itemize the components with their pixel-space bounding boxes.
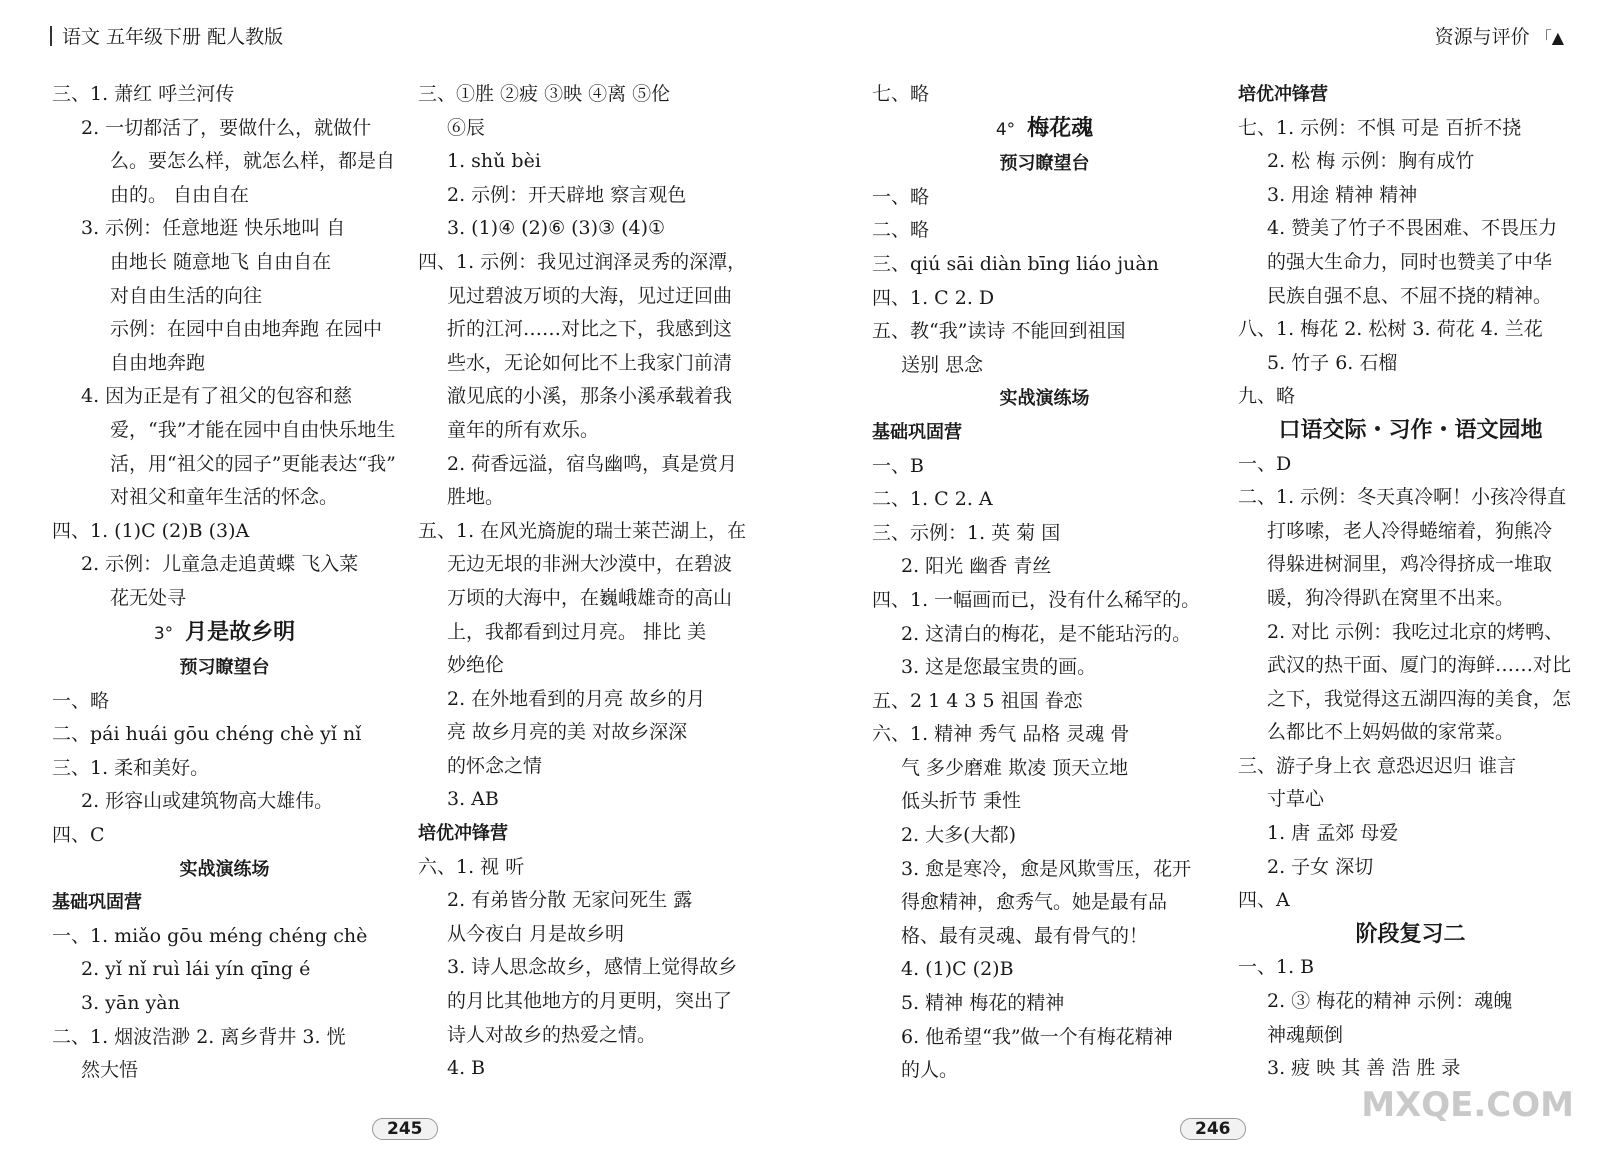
- page-header-left: [50, 22, 283, 49]
- answer-line: 二、pái huái gōu chéng chè yǐ nǐ: [52, 723, 362, 746]
- subsection-heading: 基础巩固营: [52, 892, 142, 914]
- answer-line: 的人。: [901, 1059, 959, 1082]
- answer-line: 送别 思念: [901, 353, 984, 376]
- answer-line: 二、1. C 2. A: [872, 488, 993, 511]
- answer-line: 由的。 自由自在: [110, 183, 250, 206]
- answer-line: 2. 有弟皆分散 无家问死生 露: [447, 889, 693, 912]
- subsection-heading: 基础巩固营: [872, 421, 962, 443]
- answer-line: 3. 疲 映 其 善 浩 胜 录: [1267, 1057, 1461, 1080]
- answer-line: 无边无垠的非洲大沙漠中，在碧波: [447, 553, 733, 576]
- answer-line: 寸草心: [1267, 788, 1325, 811]
- answer-line: 从今夜白 月是故乡明: [447, 922, 625, 945]
- answer-line: 2. 对比 示例：我吃过北京的烤鸭、: [1267, 620, 1564, 643]
- answer-line: 一、D: [1238, 452, 1292, 475]
- answer-line: 亮 故乡月亮的美 对故乡深深: [447, 721, 688, 744]
- answer-line: 上，我都看到过月亮。 排比 美: [447, 620, 707, 643]
- answer-line: 5. 精神 梅花的精神: [901, 992, 1065, 1015]
- answer-line: 2. ③ 梅花的精神 示例：魂魄: [1267, 990, 1513, 1013]
- answer-line: 2. 子女 深切: [1267, 855, 1374, 878]
- answer-column-1: [52, 78, 397, 1088]
- lesson-number: 3°: [153, 623, 174, 644]
- answer-line: 诗人对故乡的热爱之情。: [447, 1023, 657, 1046]
- answer-line: 折的江河……对比之下，我感到这: [447, 318, 733, 341]
- answer-line: 对祖父和童年生活的怀念。: [110, 486, 339, 509]
- answer-line: 1. 唐 孟郊 母爱: [1267, 822, 1399, 845]
- answer-line: 气 多少磨难 欺凌 顶天立地: [901, 756, 1129, 779]
- answer-column-3: [872, 78, 1217, 1088]
- answer-line: 四、1. 示例：我见过润泽灵秀的深潭，: [418, 250, 747, 273]
- answer-line: 五、1. 在风光旖旎的瑞士莱芒湖上，在: [418, 519, 747, 542]
- lesson-number: 4°: [995, 119, 1016, 140]
- answer-line: 打哆嗦，老人冷得蜷缩着，狗熊冷: [1267, 519, 1553, 542]
- answer-line: 自由地奔跑: [110, 351, 206, 374]
- answer-line: 3. 诗人思念故乡，感情上觉得故乡: [447, 956, 738, 979]
- answer-line: 2. 大多(大都): [901, 824, 1016, 847]
- answer-column-4: [1238, 78, 1583, 1086]
- answer-line: 四、A: [1238, 889, 1290, 912]
- lesson-title-text: 口语交际・习作・语文园地: [1278, 417, 1543, 443]
- answer-line: 二、略: [872, 219, 930, 242]
- answer-line: 3. AB: [447, 788, 499, 811]
- answer-line: 四、1. C 2. D: [872, 286, 995, 309]
- answer-line: 武汉的热干面、厦门的海鲜……对比: [1267, 654, 1572, 677]
- answer-line: 低头折节 秉性: [901, 790, 1022, 813]
- answer-line: 得愈精神，愈秀气。她是最有品: [901, 891, 1168, 914]
- answer-line: ⑥辰: [447, 116, 486, 139]
- answer-line: 得躲进树洞里，鸡冷得挤成一堆取: [1267, 553, 1553, 576]
- answer-line: 2. yǐ nǐ ruì lái yín qīng é: [81, 958, 311, 981]
- answer-line: 些水，无论如何比不上我家门前清: [447, 351, 733, 374]
- answer-line: 然大悟: [81, 1059, 139, 1082]
- answer-line: 2. 这清白的梅花，是不能玷污的。: [901, 622, 1192, 645]
- series-title: 资源与评价: [1434, 26, 1530, 48]
- answer-line: 四、1. 一幅画而已，没有什么稀罕的。: [872, 588, 1201, 611]
- page-number-right: 246: [1180, 1118, 1246, 1140]
- answer-line: 八、1. 梅花 2. 松树 3. 荷花 4. 兰花: [1238, 318, 1543, 341]
- answer-line: 3. 用途 精神 精神: [1267, 183, 1418, 206]
- answer-line: 3. 愈是寒冷，愈是风欺雪压，花开: [901, 857, 1192, 880]
- answer-line: 一、略: [872, 185, 930, 208]
- answer-line: 2. 一切都活了，要做什么，就做什: [81, 116, 372, 139]
- answer-line: 三、1. 萧红 呼兰河传: [52, 83, 235, 105]
- answer-line: 对自由生活的向往: [110, 284, 263, 307]
- section-heading: 实战演练场: [179, 858, 270, 880]
- answer-line: 么。要怎么样，就怎么样，都是自: [110, 150, 396, 173]
- lesson-title-text: 月是故乡明: [185, 619, 296, 645]
- watermark: MXQE.COM: [1361, 1085, 1574, 1125]
- answer-line: 九、略: [1238, 385, 1296, 408]
- answer-line: 爱，“我”才能在园中自由快乐地生: [110, 418, 396, 441]
- answer-line: 4. (1)C (2)B: [901, 958, 1014, 981]
- answer-line: 见过碧波万顷的大海，见过迂回曲: [447, 284, 733, 307]
- answer-line: 四、1. (1)C (2)B (3)A: [52, 519, 250, 542]
- answer-line: 三、游子身上衣 意恐迟迟归 谁言: [1238, 754, 1517, 777]
- page-number-left: 245: [372, 1118, 438, 1140]
- answer-line: 四、C: [52, 824, 105, 847]
- answer-line: 神魂颠倒: [1267, 1023, 1344, 1046]
- answer-line: 七、略: [872, 83, 930, 105]
- answer-line: 2. 示例：开天辟地 察言观色: [447, 183, 687, 206]
- answer-line: 暖，狗冷得趴在窝里不出来。: [1267, 586, 1515, 609]
- lesson-title: [52, 616, 397, 652]
- answer-line: 4. 赞美了竹子不畏困难、不畏压力: [1267, 217, 1558, 240]
- answer-line: 三、①胜 ②疲 ③映 ④离 ⑤伦: [418, 83, 671, 105]
- answer-line: 2. 形容山或建筑物高大雄伟。: [81, 790, 334, 813]
- answer-line: 二、1. 示例：冬天真冷啊！小孩冷得直: [1238, 486, 1567, 509]
- answer-line: 2. 在外地看到的月亮 故乡的月: [447, 687, 706, 710]
- answer-line: 3. 这是您最宝贵的画。: [901, 656, 1097, 679]
- answer-line: 万顷的大海中，在巍峨雄奇的高山: [447, 586, 733, 609]
- answer-line: 活，用“祖父的园子”更能表达“我”: [110, 452, 396, 475]
- lesson-title-text: 梅花魂: [1027, 115, 1094, 141]
- answer-line: 4. B: [447, 1057, 486, 1080]
- lesson-title: [1238, 918, 1583, 952]
- answer-line: 五、教“我”读诗 不能回到祖国: [872, 320, 1126, 343]
- section-heading: 实战演练场: [999, 388, 1090, 410]
- book-title: 语文 五年级下册 配人教版: [62, 26, 284, 48]
- answer-line: 2. 示例：儿童急走追黄蝶 飞入菜: [81, 553, 359, 576]
- subsection-heading: 培优冲锋营: [1238, 84, 1328, 105]
- answer-line: 七、1. 示例：不惧 可是 百折不挠: [1238, 116, 1522, 139]
- answer-line: 花无处寻: [110, 586, 187, 609]
- lesson-title: [1238, 414, 1583, 448]
- answer-line: 4. 因为正是有了祖父的包容和慈: [81, 385, 353, 408]
- lesson-title-text: 阶段复习二: [1355, 921, 1466, 947]
- answer-line: 由地长 随意地飞 自由自在: [110, 250, 332, 273]
- answer-line: 5. 竹子 6. 石榴: [1267, 351, 1398, 374]
- section-heading: 预习瞭望台: [999, 153, 1090, 175]
- answer-line: 二、1. 烟波浩渺 2. 离乡背井 3. 恍: [52, 1025, 346, 1048]
- answer-line: 三、示例：1. 英 菊 国: [872, 521, 1061, 544]
- subsection-heading: 培优冲锋营: [418, 823, 508, 845]
- answer-line: 民族自强不息、不屈不挠的精神。: [1267, 284, 1553, 307]
- answer-line: 的强大生命力，同时也赞美了中华: [1267, 250, 1553, 273]
- answer-line: 之下，我觉得这五湖四海的美食，怎: [1267, 687, 1572, 710]
- answer-line: 3. (1)④ (2)⑥ (3)③ (4)①: [447, 217, 666, 240]
- answer-line: 的怀念之情: [447, 754, 543, 777]
- answer-line: 一、B: [872, 454, 924, 477]
- answer-line: 3. 示例：任意地逛 快乐地叫 自: [81, 217, 346, 240]
- answer-line: 2. 荷香远溢，宿鸟幽鸣，真是赏月: [447, 452, 738, 475]
- answer-line: 澈见底的小溪，那条小溪承载着我: [447, 385, 733, 408]
- answer-line: 六、1. 精神 秀气 品格 灵魂 骨: [872, 723, 1130, 746]
- logo-mark-icon: 「▲: [1535, 28, 1564, 47]
- answer-line: 一、1. miǎo gōu méng chéng chè: [52, 924, 368, 947]
- answer-line: 胜地。: [447, 486, 505, 509]
- answer-line: 6. 他希望“我”做一个有梅花精神: [901, 1025, 1173, 1048]
- answer-line: 三、qiú sāi diàn bīng liáo juàn: [872, 252, 1159, 275]
- answer-line: 妙绝伦: [447, 654, 505, 677]
- page-header-right: [1435, 22, 1564, 49]
- answer-line: 示例：在园中自由地奔跑 在园中: [110, 318, 383, 341]
- answer-line: 3. yān yàn: [81, 992, 180, 1015]
- answer-line: 三、1. 柔和美好。: [52, 756, 210, 779]
- lesson-title: [872, 112, 1217, 148]
- answer-line: 一、略: [52, 689, 110, 712]
- answer-line: 一、1. B: [1238, 956, 1315, 979]
- answer-line: 的月比其他地方的月更明，突出了: [447, 990, 733, 1013]
- answer-line: 五、2 1 4 3 5 祖国 眷恋: [872, 689, 1083, 712]
- section-heading: 预习瞭望台: [179, 657, 270, 679]
- answer-line: 六、1. 视 听: [418, 855, 525, 878]
- answer-line: 格、最有灵魂、最有骨气的！: [901, 924, 1149, 947]
- answer-line: 1. shǔ bèi: [447, 150, 541, 173]
- answer-line: 么都比不上妈妈做的家常菜。: [1267, 721, 1515, 744]
- answer-line: 2. 松 梅 示例：胸有成竹: [1267, 150, 1475, 173]
- header-divider: [50, 26, 52, 46]
- answer-line: 童年的所有欢乐。: [447, 418, 600, 441]
- answer-column-2: [418, 78, 763, 1086]
- answer-line: 2. 阳光 幽香 青丝: [901, 555, 1052, 578]
